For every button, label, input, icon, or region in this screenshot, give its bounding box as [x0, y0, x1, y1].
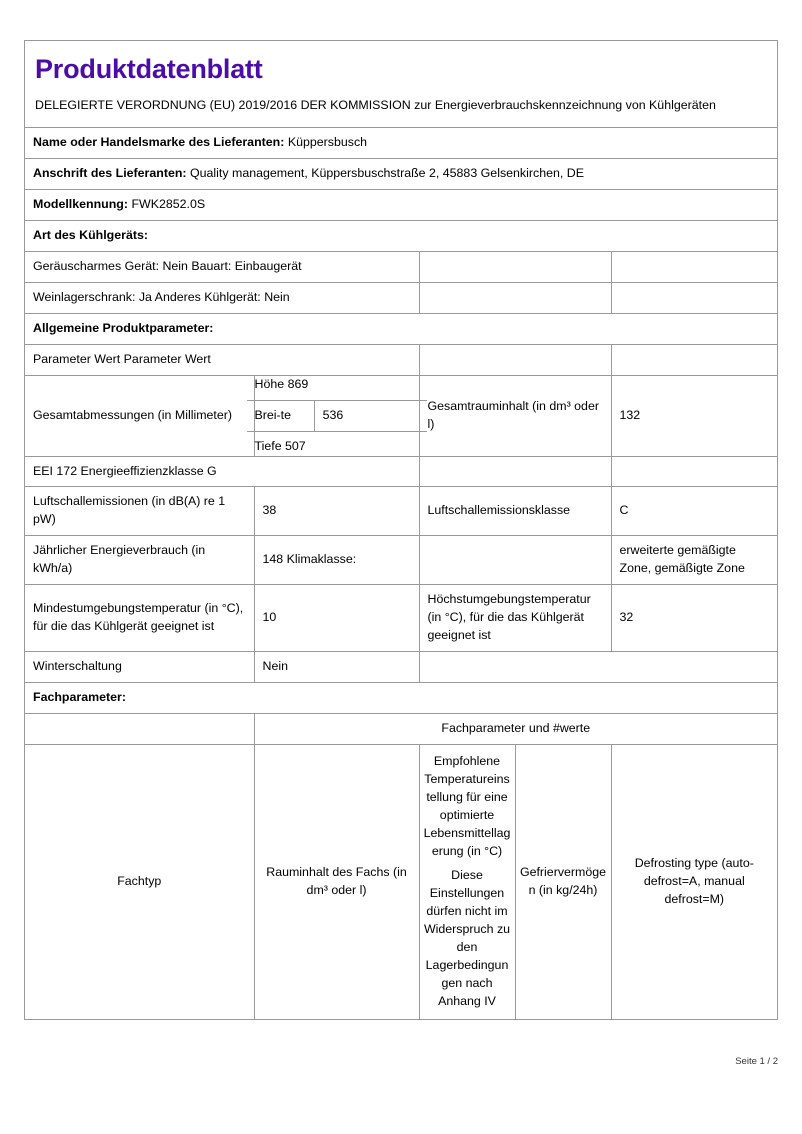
compartments-table: [25, 714, 777, 1020]
supplier-address-value: Quality management, Küppersbuschstraße 2, 45883 Gelsenkirchen, DE: [190, 165, 584, 180]
appliance-type-row-2-spacer-b: [611, 282, 777, 313]
winter-mode-spacer: [419, 652, 777, 683]
supplier-name-label: Name oder Handelsmarke des Lieferanten:: [33, 134, 285, 149]
appliance-type-row-2-spacer-a: [419, 282, 611, 313]
model-cell: [25, 189, 777, 220]
dimension-height-row: [247, 370, 427, 400]
page-title: Produktdatenblatt: [35, 54, 263, 84]
dimension-width-value: 536: [314, 400, 426, 431]
eei-row: [25, 456, 777, 487]
noise-row: [25, 487, 777, 536]
supplier-address-label: Anschrift des Lieferanten:: [33, 165, 187, 180]
col-header-recommended-temperature: [419, 745, 515, 1020]
compartments-group-header: Fachparameter und #werte: [254, 714, 777, 744]
dimension-width-row: [247, 400, 427, 431]
temp-max-value: 32: [611, 585, 777, 652]
col-header-compartment-volume: Rauminhalt des Fachs (in dm³ oder l): [254, 745, 419, 1020]
temp-min-value: 10: [254, 585, 419, 652]
dimensions-row: [25, 375, 777, 456]
compartments-column-header-row: [25, 745, 777, 1020]
recommended-temperature-part2: Diese Einstellungen dürfen nicht im Widerspruch zu den Lagerbedingungen nach Anhang IV: [423, 868, 511, 1009]
appliance-type-heading: Art des Kühlgeräts:: [25, 220, 777, 251]
noise-label: Luftschallemissionen (in dB(A) re 1 pW): [25, 487, 254, 536]
param-header-text: Parameter Wert Parameter Wert: [25, 344, 419, 375]
appliance-type-row-1-spacer-a: [419, 251, 611, 282]
supplier-address-cell: [25, 158, 777, 189]
total-volume-value: 132: [611, 375, 777, 456]
total-volume-label: Gesamtrauminhalt (in dm³ oder l): [419, 375, 611, 456]
param-header-spacer-a: [419, 344, 611, 375]
datasheet-table: [25, 41, 777, 714]
temp-max-label: Höchstumgebungstemperatur (in °C), für die das Kühlgerät geeignet ist: [419, 585, 611, 652]
energy-value: 148 Klimaklasse:: [254, 536, 419, 585]
dimensions-values-cell: [254, 375, 419, 456]
title-cell: [25, 41, 777, 127]
noise-value: 38: [254, 487, 419, 536]
model-label: Modellkennung:: [33, 196, 128, 211]
compartments-group-header-row: [25, 714, 777, 744]
temp-min-label: Mindestumgebungstemperatur (in °C), für die das Kühlgerät geeignet ist: [25, 585, 254, 652]
winter-mode-label: Winterschaltung: [25, 652, 254, 683]
dimensions-subtable: [247, 370, 427, 462]
winter-mode-row: [25, 652, 777, 683]
col-header-freezing-capacity: Gefriervermögen (in kg/24h): [515, 745, 611, 1020]
compartments-heading-row: [25, 683, 777, 714]
recommended-temperature-part1: Empfohlene Temperatureinstellung für eine optimierte Lebensmittellagerung (in °C): [423, 754, 511, 859]
title-row: [25, 41, 777, 127]
dimension-depth: Tiefe 507: [247, 431, 427, 461]
general-params-heading-row: [25, 313, 777, 344]
energy-row: [25, 536, 777, 585]
supplier-address-row: [25, 158, 777, 189]
eei-text: EEI 172 Energieeffizienzklasse G: [25, 456, 419, 487]
appliance-type-row-1-spacer-b: [611, 251, 777, 282]
ambient-temp-row: [25, 585, 777, 652]
param-header-spacer-b: [611, 344, 777, 375]
winter-mode-value: Nein: [254, 652, 419, 683]
compartments-group-header-spacer: [25, 714, 254, 744]
eei-spacer-a: [419, 456, 611, 487]
compartments-heading: Fachparameter:: [25, 683, 777, 714]
col-header-defrosting-type: Defrosting type (auto-defrost=A, manual defrost=M): [611, 745, 777, 1020]
supplier-name-cell: [25, 127, 777, 158]
dimensions-label: Gesamtabmessungen (in Millimeter): [25, 375, 254, 456]
appliance-type-heading-row: [25, 220, 777, 251]
dimension-width-label: Brei-te: [247, 400, 315, 431]
page-footer: Seite 1 / 2: [735, 1056, 778, 1067]
supplier-name-value: Küppersbusch: [287, 134, 368, 149]
appliance-type-row-1: [25, 251, 777, 282]
appliance-type-row-2: [25, 282, 777, 313]
regulation-subtitle: DELEGIERTE VERORDNUNG (EU) 2019/2016 DER KOMMISSION zur Energieverbrauchskennzeichnung von Kühlgeräten: [35, 97, 716, 112]
energy-label: Jährlicher Energieverbrauch (in kWh/a): [25, 536, 254, 585]
model-row: [25, 189, 777, 220]
appliance-type-row-1-text: Geräuscharmes Gerät: Nein Bauart: Einbaugerät: [25, 251, 419, 282]
col-header-compartment-type: Fachtyp: [25, 745, 254, 1020]
energy-spacer: [419, 536, 611, 585]
dimension-height: Höhe 869: [247, 370, 427, 400]
model-value: FWK2852.0S: [131, 196, 206, 211]
noise-class-label: Luftschallemissionsklasse: [419, 487, 611, 536]
noise-class-value: C: [611, 487, 777, 536]
general-params-heading: Allgemeine Produktparameter:: [25, 313, 777, 344]
appliance-type-row-2-text: Weinlagerschrank: Ja Anderes Kühlgerät: Nein: [25, 282, 419, 313]
datasheet-table-frame: [24, 40, 778, 1020]
supplier-name-row: [25, 127, 777, 158]
climate-class-value: erweiterte gemäßigte Zone, gemäßigte Zone: [611, 536, 777, 585]
eei-spacer-b: [611, 456, 777, 487]
